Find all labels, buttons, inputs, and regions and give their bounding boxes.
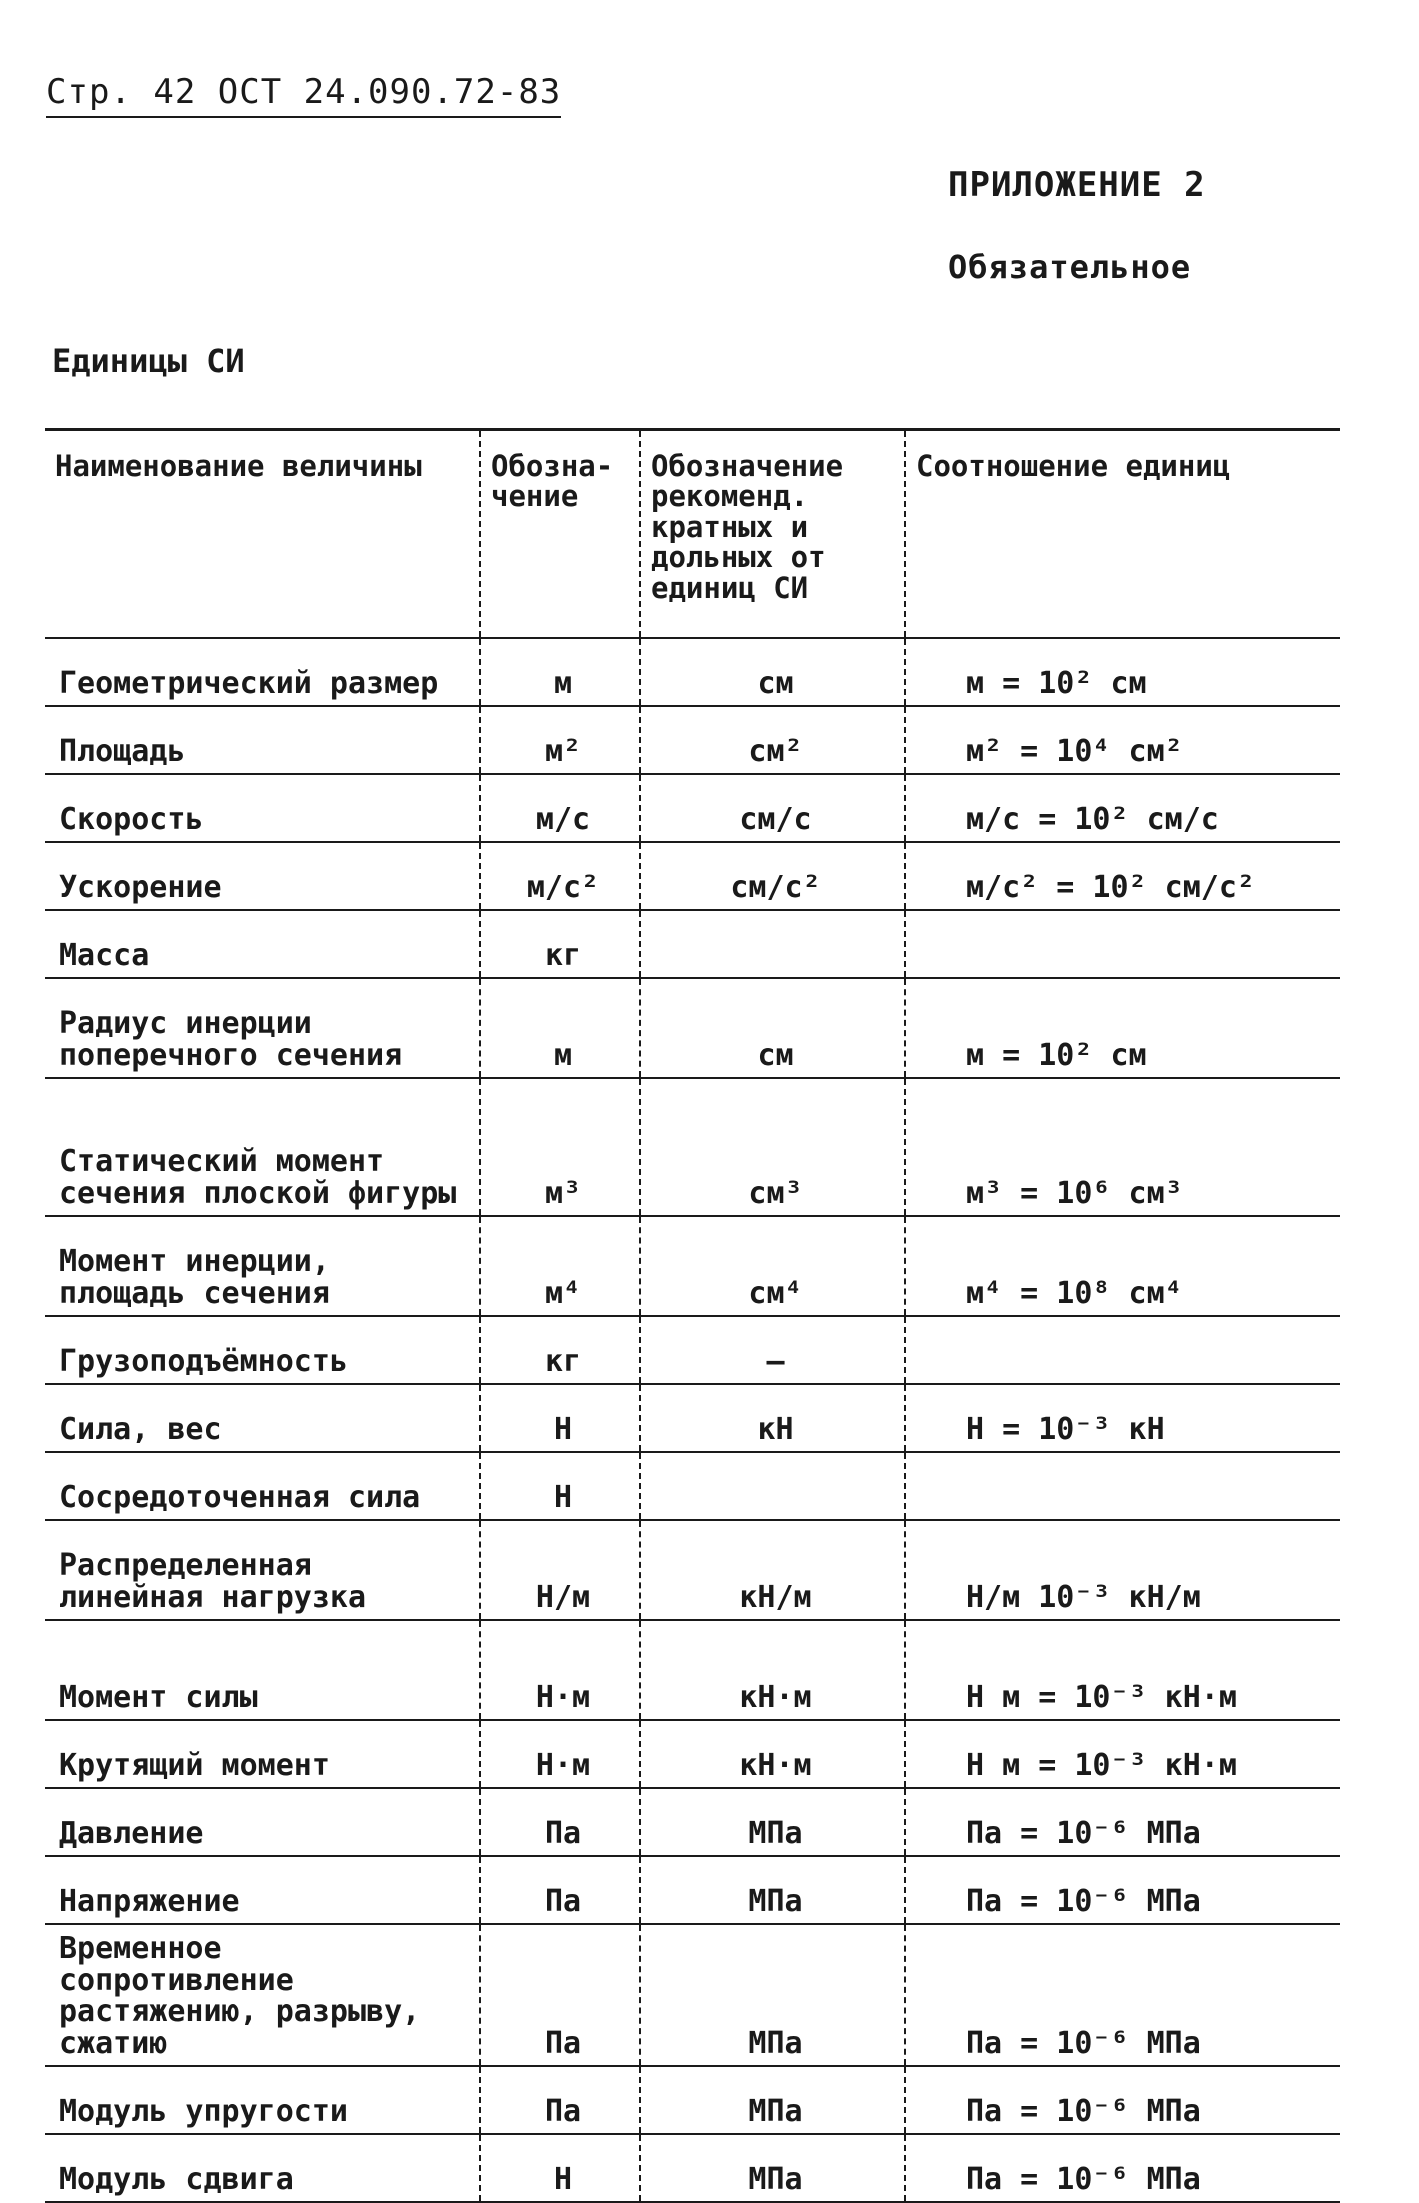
table-row xyxy=(45,842,1340,910)
cell-symbol: Па xyxy=(480,1924,640,2066)
cell-name: Распределенная линейная нагрузка xyxy=(45,1520,480,1620)
cell-symbol: м xyxy=(480,638,640,706)
cell-recommended: кН·м xyxy=(640,1720,905,1788)
cell-recommended: кН·м xyxy=(640,1620,905,1720)
table-row xyxy=(45,978,1340,1078)
cell-name: Сосредоточенная сила xyxy=(45,1452,480,1520)
cell-symbol: м⁴ xyxy=(480,1216,640,1316)
appendix-status: Обязательное xyxy=(948,248,1192,286)
table-row xyxy=(45,1384,1340,1452)
cell-recommended: – xyxy=(640,1316,905,1384)
cell-name: Радиус инерции поперечного сечения xyxy=(45,978,480,1078)
cell-relation: Па = 10⁻⁶ МПа xyxy=(905,2066,1340,2134)
cell-name: Модуль упругости xyxy=(45,2066,480,2134)
table-row xyxy=(45,2066,1340,2134)
cell-relation xyxy=(905,1452,1340,1520)
cell-symbol: Па xyxy=(480,1856,640,1924)
cell-symbol: Па xyxy=(480,2066,640,2134)
cell-name: Напряжение xyxy=(45,1856,480,1924)
column-header-symbol: Обозна-чение xyxy=(480,430,640,639)
table-row xyxy=(45,706,1340,774)
cell-recommended: см xyxy=(640,978,905,1078)
cell-relation xyxy=(905,1316,1340,1384)
table-row xyxy=(45,1720,1340,1788)
table-row xyxy=(45,1316,1340,1384)
cell-name: Масса xyxy=(45,910,480,978)
cell-relation: Па = 10⁻⁶ МПа xyxy=(905,1924,1340,2066)
cell-symbol: Н/м xyxy=(480,1520,640,1620)
cell-recommended: МПа xyxy=(640,1856,905,1924)
cell-symbol: м xyxy=(480,978,640,1078)
table-row xyxy=(45,1924,1340,2066)
cell-symbol: м/с² xyxy=(480,842,640,910)
cell-relation: Н = 10⁻³ кН xyxy=(905,1384,1340,1452)
cell-name: Скорость xyxy=(45,774,480,842)
cell-name: Момент силы xyxy=(45,1620,480,1720)
cell-recommended: см² xyxy=(640,706,905,774)
cell-symbol: Н xyxy=(480,1384,640,1452)
column-header-relation: Соотношение единиц xyxy=(905,430,1340,639)
table-row xyxy=(45,1520,1340,1620)
cell-recommended: МПа xyxy=(640,1924,905,2066)
cell-recommended xyxy=(640,1452,905,1520)
table-body xyxy=(45,638,1340,2202)
cell-relation: м² = 10⁴ см² xyxy=(905,706,1340,774)
table-row xyxy=(45,638,1340,706)
cell-symbol: кг xyxy=(480,910,640,978)
cell-recommended: МПа xyxy=(640,2066,905,2134)
cell-symbol: Н·м xyxy=(480,1720,640,1788)
cell-recommended: см³ xyxy=(640,1078,905,1216)
column-header-recommended: Обозначение рекоменд. кратных и дольных от единиц СИ xyxy=(640,430,905,639)
appendix-title: ПРИЛОЖЕНИЕ 2 xyxy=(948,165,1206,205)
cell-relation: Па = 10⁻⁶ МПа xyxy=(905,1788,1340,1856)
cell-recommended: см/с² xyxy=(640,842,905,910)
table-row xyxy=(45,2134,1340,2202)
cell-recommended: см xyxy=(640,638,905,706)
table-row xyxy=(45,1856,1340,1924)
cell-symbol: кг xyxy=(480,1316,640,1384)
cell-recommended: МПа xyxy=(640,2134,905,2202)
table-row xyxy=(45,910,1340,978)
table-row xyxy=(45,1788,1340,1856)
cell-recommended: кН xyxy=(640,1384,905,1452)
table-row xyxy=(45,1452,1340,1520)
cell-recommended: кН/м xyxy=(640,1520,905,1620)
cell-relation: Н м = 10⁻³ кН·м xyxy=(905,1720,1340,1788)
cell-relation: м = 10² см xyxy=(905,638,1340,706)
cell-relation: Па = 10⁻⁶ МПа xyxy=(905,1856,1340,1924)
cell-symbol: Па xyxy=(480,1788,640,1856)
table-row xyxy=(45,1078,1340,1216)
cell-name: Грузоподъёмность xyxy=(45,1316,480,1384)
cell-relation: м³ = 10⁶ см³ xyxy=(905,1078,1340,1216)
cell-relation: м/с² = 10² см/с² xyxy=(905,842,1340,910)
cell-name: Площадь xyxy=(45,706,480,774)
units-table xyxy=(45,428,1340,2203)
cell-name: Статический момент сечения плоской фигуры xyxy=(45,1078,480,1216)
cell-relation: Па = 10⁻⁶ МПа xyxy=(905,2134,1340,2202)
cell-symbol: Н·м xyxy=(480,1620,640,1720)
cell-name: Давление xyxy=(45,1788,480,1856)
table-row xyxy=(45,774,1340,842)
cell-symbol: Н xyxy=(480,2134,640,2202)
column-header-name: Наименование величины xyxy=(45,430,480,639)
table-row xyxy=(45,1620,1340,1720)
cell-relation: Н/м 10⁻³ кН/м xyxy=(905,1520,1340,1620)
cell-symbol: м/с xyxy=(480,774,640,842)
cell-name: Ускорение xyxy=(45,842,480,910)
cell-name: Крутящий момент xyxy=(45,1720,480,1788)
cell-symbol: м² xyxy=(480,706,640,774)
cell-recommended: МПа xyxy=(640,1788,905,1856)
cell-relation: Н м = 10⁻³ кН·м xyxy=(905,1620,1340,1720)
cell-relation: м/с = 10² см/с xyxy=(905,774,1340,842)
page-header: Стр. 42 ОСТ 24.090.72-83 xyxy=(46,72,561,118)
cell-symbol: м³ xyxy=(480,1078,640,1216)
cell-symbol: Н xyxy=(480,1452,640,1520)
cell-recommended: см⁴ xyxy=(640,1216,905,1316)
table-row xyxy=(45,1216,1340,1316)
table-header-row xyxy=(45,430,1340,639)
cell-recommended: см/с xyxy=(640,774,905,842)
section-title: Единицы СИ xyxy=(52,342,245,380)
cell-recommended xyxy=(640,910,905,978)
cell-name: Временное сопротивление растяжению, разрыву, сжатию xyxy=(45,1924,480,2066)
cell-relation xyxy=(905,910,1340,978)
cell-relation: м⁴ = 10⁸ см⁴ xyxy=(905,1216,1340,1316)
cell-name: Момент инерции, площадь сечения xyxy=(45,1216,480,1316)
cell-name: Геометрический размер xyxy=(45,638,480,706)
cell-name: Сила, вес xyxy=(45,1384,480,1452)
cell-relation: м = 10² см xyxy=(905,978,1340,1078)
cell-name: Модуль сдвига xyxy=(45,2134,480,2202)
